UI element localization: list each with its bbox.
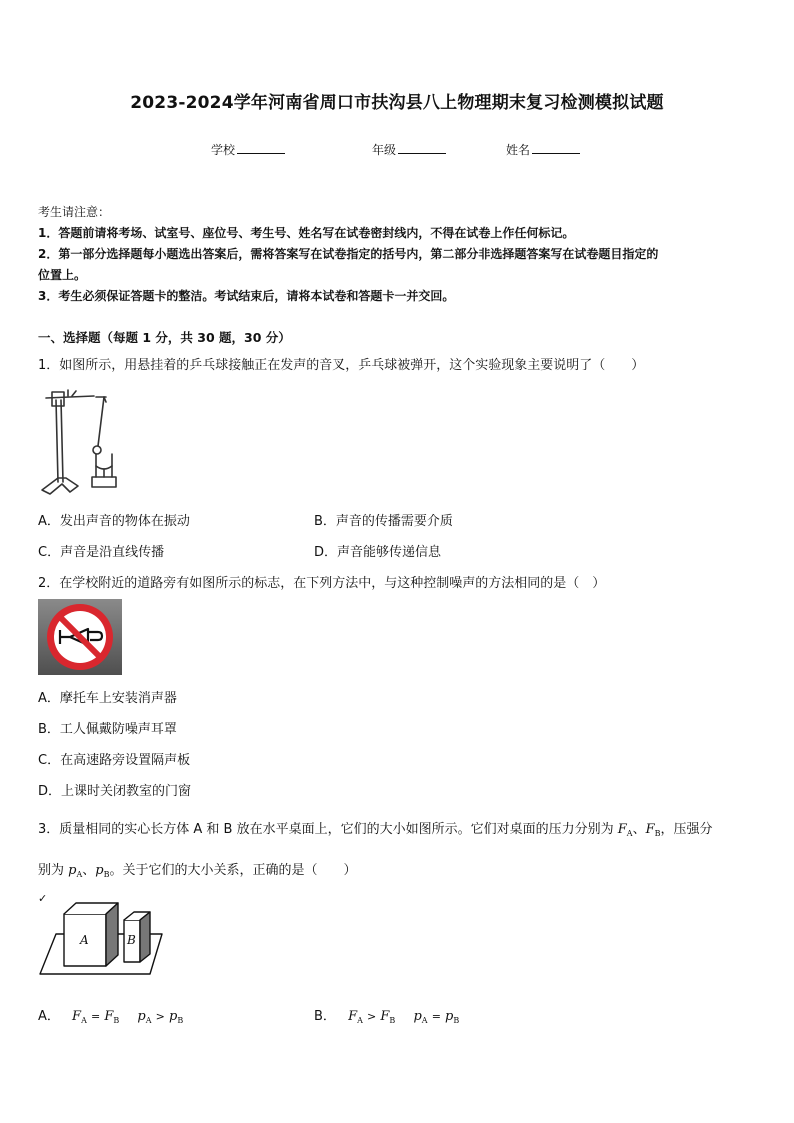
question-1-stem: 1．如图所示，用悬挂着的乒乓球接触正在发声的音叉，乒乓球被弹开，这个实验现象主要说明了（ ）	[38, 358, 645, 373]
question-2-option-b[interactable]: B．工人佩戴防噪声耳罩	[38, 722, 177, 737]
name-blank	[532, 141, 580, 154]
grade-field	[372, 141, 446, 158]
page-title: 2023-2024学年河南省周口市扶沟县八上物理期末复习检测模拟试题	[130, 93, 664, 113]
boxes-on-table-figure	[38, 900, 168, 978]
question-1-option-b[interactable]: B．声音的传播需要介质	[314, 514, 453, 529]
q3-stem-text: 3．质量相同的实心长方体 A 和 B 放在水平桌面上，它们的大小如图所示。它们对桌面的压力分别为	[38, 822, 614, 837]
question-2-option-d[interactable]: D．上课时关闭教室的门窗	[38, 784, 192, 799]
question-3-stem-line-1	[38, 818, 713, 838]
name-label: 姓名	[506, 143, 531, 157]
name-field	[506, 141, 580, 158]
question-3-option-b[interactable]: B． $F_A > F_B$ $p_A = p_B$	[314, 1009, 460, 1025]
notice-item: 1．答题前请将考场、试室号、座位号、考生号、姓名写在试卷密封线内，不得在试卷上作任何标记。	[38, 226, 575, 240]
q3-stem-tail-2: 。关于它们的大小关系，正确的是（ ）	[109, 863, 357, 878]
force-b-symbol: $F_B$	[645, 822, 661, 838]
question-1-option-c[interactable]: C．声音是沿直线传播	[38, 545, 165, 560]
notice-item: 位置上。	[38, 268, 87, 282]
question-1-option-d[interactable]: D．声音能够传递信息	[314, 545, 442, 560]
box-a-label: A	[80, 933, 89, 947]
separator: 、	[632, 822, 646, 837]
q3-stem-head: 别为	[38, 863, 65, 878]
separator: 、	[82, 863, 96, 878]
pressure-a-symbol: $p_A$	[68, 863, 83, 879]
section-heading: 一、选择题（每题 1 分，共 30 题，30 分）	[38, 330, 291, 345]
no-horn-sign-figure	[38, 599, 122, 675]
box-b-label: B	[127, 933, 136, 947]
notice-heading: 考生请注意：	[38, 205, 111, 219]
grade-label: 年级	[372, 143, 397, 157]
question-1-option-a[interactable]: A．发出声音的物体在振动	[38, 514, 190, 529]
school-field	[211, 141, 285, 158]
grade-blank	[398, 141, 446, 154]
question-3-stem-line-2	[38, 859, 357, 879]
question-2-option-c[interactable]: C．在高速路旁设置隔声板	[38, 753, 191, 768]
notice-item: 2．第一部分选择题每小题选出答案后，需将答案写在试卷指定的括号内，第二部分非选择题答案写在试卷题目指定的	[38, 247, 659, 261]
figure-check-mark: ✓	[38, 892, 48, 905]
force-a-symbol: $F_A$	[617, 822, 633, 838]
tuning-fork-figure	[38, 386, 128, 498]
question-3-option-a[interactable]: A． $F_A = F_B$ $p_A > p_B$	[38, 1009, 184, 1025]
notice-item: 3．考生必须保证答题卡的整洁。考试结束后，请将本试卷和答题卡一并交回。	[38, 289, 455, 303]
question-2-option-a[interactable]: A．摩托车上安装消声器	[38, 691, 177, 706]
pressure-b-symbol: $p_B$	[95, 863, 110, 879]
question-2-stem: 2．在学校附近的道路旁有如图所示的标志，在下列方法中，与这种控制噪声的方法相同的是（ ）	[38, 576, 606, 591]
q3-stem-tail: ，压强分	[660, 822, 713, 837]
school-blank	[237, 141, 285, 154]
school-label: 学校	[211, 143, 236, 157]
